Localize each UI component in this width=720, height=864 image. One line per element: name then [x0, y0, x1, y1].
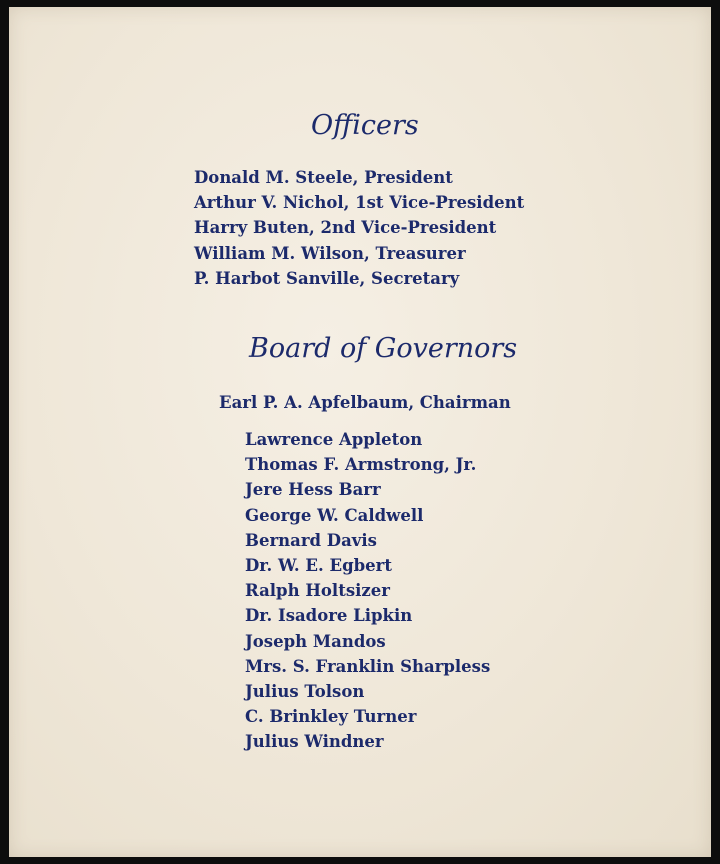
- board-chairman: Earl P. A. Apfelbaum, Chairman: [219, 393, 511, 412]
- officers-list: [194, 165, 524, 291]
- officer-president: Donald M. Steele, President: [194, 168, 453, 187]
- governor-list-item: Bernard Davis: [245, 530, 377, 550]
- officer-treasurer: William M. Wilson, Treasurer: [194, 243, 466, 263]
- governor-list-item: Joseph Mandos: [245, 631, 386, 651]
- governor-list-item: Ralph Holtsizer: [245, 581, 390, 601]
- governor-list-item: Jere Hess Barr: [245, 480, 381, 500]
- governor-list-item: C. Brinkley Turner: [245, 707, 417, 727]
- officer-second-vice-president: Harry Buten, 2nd Vice-President: [194, 218, 497, 238]
- governor-list-item: Thomas F. Armstrong, Jr.: [245, 455, 477, 475]
- governor-list-item: Dr. W. E. Egbert: [245, 556, 392, 576]
- governor-list-item: Julius Tolson: [245, 682, 365, 702]
- governor-list-item: Julius Windner: [245, 732, 384, 752]
- governor-list-item: Mrs. S. Franklin Sharpless: [245, 656, 491, 676]
- officers-heading: Officers: [311, 110, 419, 141]
- board-heading: Board of Governors: [249, 333, 518, 364]
- governor-list-item: Lawrence Appleton: [245, 430, 423, 449]
- document-page: [9, 7, 711, 857]
- officer-first-vice-president: Arthur V. Nichol, 1st Vice-President: [194, 193, 525, 213]
- officer-secretary: P. Harbot Sanville, Secretary: [194, 268, 460, 288]
- governor-list-item: George W. Caldwell: [245, 505, 424, 525]
- governor-list-item: Dr. Isadore Lipkin: [245, 606, 413, 626]
- governors-list: [245, 427, 490, 755]
